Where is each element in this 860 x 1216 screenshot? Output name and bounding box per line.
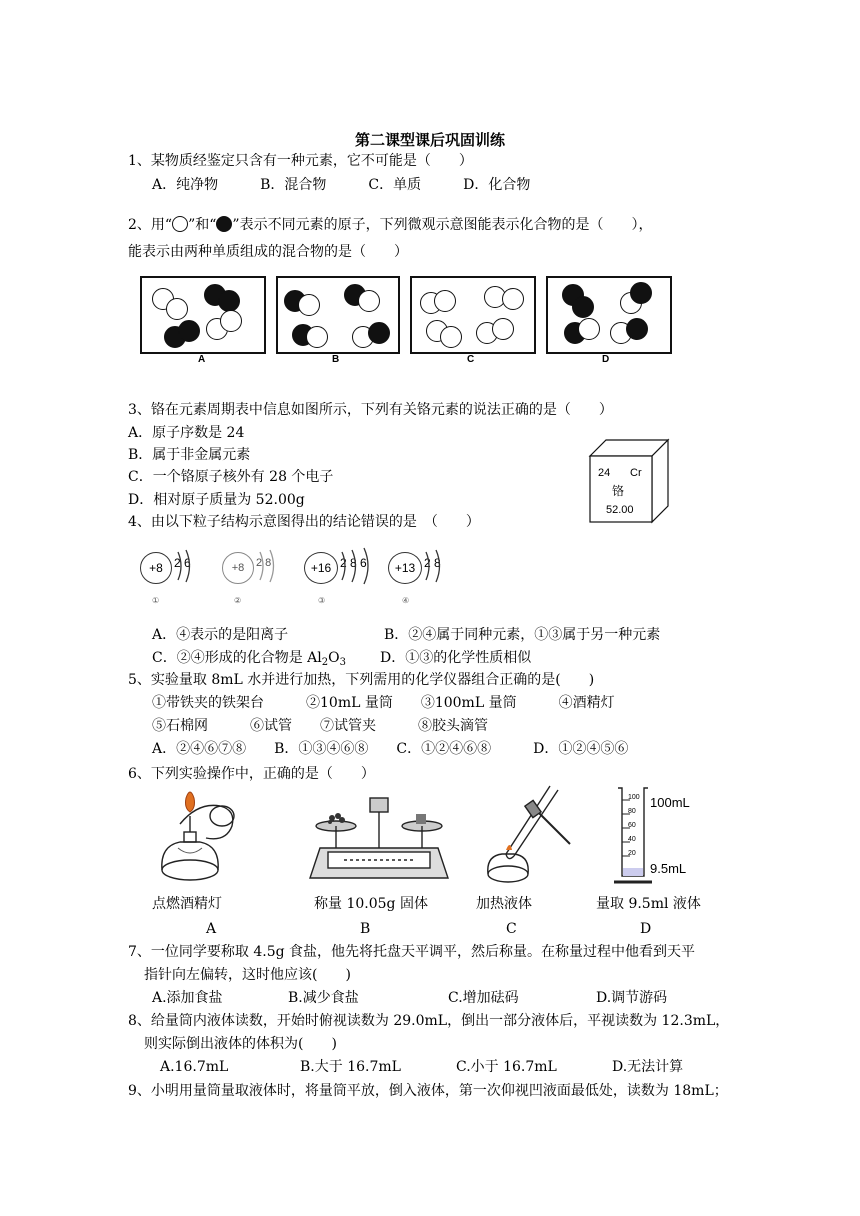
q6-caption-d: 量取 9.5ml 液体 bbox=[596, 896, 701, 912]
q9-stem: 9、小明用量筒量取液体时，将量筒平放，倒入液体，第一次仰视凹液面最低处，读数为 18mL； bbox=[128, 1083, 728, 1099]
q5-options: A．②④⑥⑦⑧ B．①③④⑥⑧ C．①②④⑥⑧ D．①②④⑤⑥ bbox=[152, 741, 629, 757]
q8-option-a: A.16.7mL bbox=[160, 1059, 229, 1075]
q3-option-d: D．相对原子质量为 52.00g bbox=[128, 492, 305, 508]
q8-stem-line1: 8、给量筒内液体读数，开始时俯视读数为 29.0mL，倒出一部分液体后，平视读数为 12.3mL， bbox=[128, 1013, 730, 1029]
q3-option-b: B．属于非金属元素 bbox=[128, 447, 251, 463]
diagram-label-b: B bbox=[332, 354, 340, 365]
diagram-label-d: D bbox=[602, 354, 610, 365]
diagram-box-c bbox=[410, 276, 536, 354]
heating-liquid-image bbox=[466, 780, 576, 888]
q6-caption-a: 点燃酒精灯 bbox=[152, 896, 222, 912]
q7-option-d: D.调节游码 bbox=[596, 990, 668, 1006]
cylinder-tick-20: 20 bbox=[628, 850, 636, 857]
cylinder-tick-80: 80 bbox=[628, 808, 636, 815]
cube-name: 铬 bbox=[612, 484, 625, 498]
q2-stem-line2: 能表示由两种单质组成的混合物的是（ ） bbox=[128, 244, 408, 260]
q7-option-b: B.减少食盐 bbox=[288, 990, 359, 1006]
q1-stem: 1、某物质经鉴定只含有一种元素，它不可能是（ ） bbox=[128, 153, 473, 169]
q7-option-c: C.增加砝码 bbox=[448, 990, 519, 1006]
q2-stem bbox=[128, 216, 653, 234]
q8-stem-line2: 则实际倒出液体的体积为( ) bbox=[144, 1036, 337, 1052]
q4-option-b: B．②④属于同种元素，①③属于另一种元素 bbox=[384, 627, 661, 643]
black-atom-icon bbox=[216, 216, 232, 232]
particle-1: +8 2 6 ① bbox=[140, 548, 200, 610]
balance-scale-image bbox=[304, 792, 454, 884]
q5-items-line2: ⑤石棉网 ⑥试管 ⑦试管夹 ⑧胶头滴管 bbox=[152, 718, 488, 734]
cylinder-tick-60: 60 bbox=[628, 822, 636, 829]
q6-caption-b: 称量 10.05g 固体 bbox=[314, 896, 428, 912]
diagram-box-d bbox=[546, 276, 672, 354]
q8-option-c: C.小于 16.7mL bbox=[456, 1059, 557, 1075]
cube-mass: 52.00 bbox=[606, 504, 634, 516]
q2-stem-c: ”表示不同元素的原子，下列微观示意图能表示化合物的是（ ）， bbox=[232, 217, 653, 233]
cube-symbol: Cr bbox=[630, 467, 642, 479]
cylinder-tick-40: 40 bbox=[628, 836, 636, 843]
alcohol-lamp-lighting-image bbox=[150, 786, 250, 886]
q4-option-a: A．④表示的是阳离子 bbox=[152, 627, 289, 643]
q5-items-line1: ①带铁夹的铁架台 ②10mL 量筒 ③100mL 量筒 ④酒精灯 bbox=[152, 695, 615, 711]
q3-option-c: C．一个铬原子核外有 28 个电子 bbox=[128, 469, 334, 485]
diagram-box-a bbox=[140, 276, 266, 354]
diagram-label-c: C bbox=[467, 354, 475, 365]
q4-option-d: D．①③的化学性质相似 bbox=[380, 650, 532, 666]
q7-stem-line1: 7、一位同学要称取 4.5g 食盐，他先将托盘天平调平，然后称量。在称量过程中他看到天平 bbox=[128, 944, 696, 960]
page-title: 第二课型课后巩固训练 bbox=[354, 131, 505, 149]
q8-option-b: B.大于 16.7mL bbox=[300, 1059, 401, 1075]
q3-stem: 3、铬在元素周期表中信息如图所示，下列有关铬元素的说法正确的是（ ） bbox=[128, 402, 613, 418]
cylinder-tick-100: 100 bbox=[628, 794, 640, 801]
q8-option-d: D.无法计算 bbox=[612, 1059, 684, 1075]
cylinder-reading-label: 9.5mL bbox=[650, 861, 687, 876]
q6-letter-b: B bbox=[360, 921, 371, 937]
q4-option-c: C．②④形成的化合物是 $Al_2O_3$ bbox=[152, 650, 346, 668]
cylinder-capacity-label: 100mL bbox=[650, 795, 690, 810]
electron-shell-arcs bbox=[140, 546, 460, 592]
diagram-label-a: A bbox=[198, 354, 206, 365]
q4-stem: 4、由以下粒子结构示意图得出的结论错误的是 （ ） bbox=[128, 514, 480, 530]
q6-caption-c: 加热液体 bbox=[476, 896, 532, 912]
q5-stem: 5、实验量取 8mL 水并进行加热，下列需用的化学仪器组合正确的是( ) bbox=[128, 672, 595, 688]
q1-options: A．纯净物 B．混合物 C．单质 D．化合物 bbox=[152, 177, 531, 193]
particle-3: +16 2 8 6 ③ bbox=[304, 548, 374, 610]
particle-4: +13 2 8 ④ bbox=[388, 548, 448, 610]
cube-number: 24 bbox=[598, 467, 611, 479]
q6-letter-d: D bbox=[640, 921, 652, 937]
q3-option-a: A．原子序数是 24 bbox=[128, 425, 245, 441]
q6-stem: 6、下列实验操作中，正确的是（ ） bbox=[128, 766, 375, 782]
q6-letter-a: A bbox=[206, 921, 217, 937]
q2-stem-a: 2、用“ bbox=[128, 217, 173, 233]
diagram-box-b bbox=[276, 276, 400, 354]
q7-option-a: A.添加食盐 bbox=[152, 990, 223, 1006]
q2-stem-b: ”和“ bbox=[188, 217, 217, 233]
q6-letter-c: C bbox=[506, 921, 517, 937]
white-atom-icon bbox=[172, 216, 188, 232]
q7-stem-line2: 指针向左偏转，这时他应该( ) bbox=[144, 967, 351, 983]
particle-2: +8 2 8 ② bbox=[222, 548, 282, 610]
